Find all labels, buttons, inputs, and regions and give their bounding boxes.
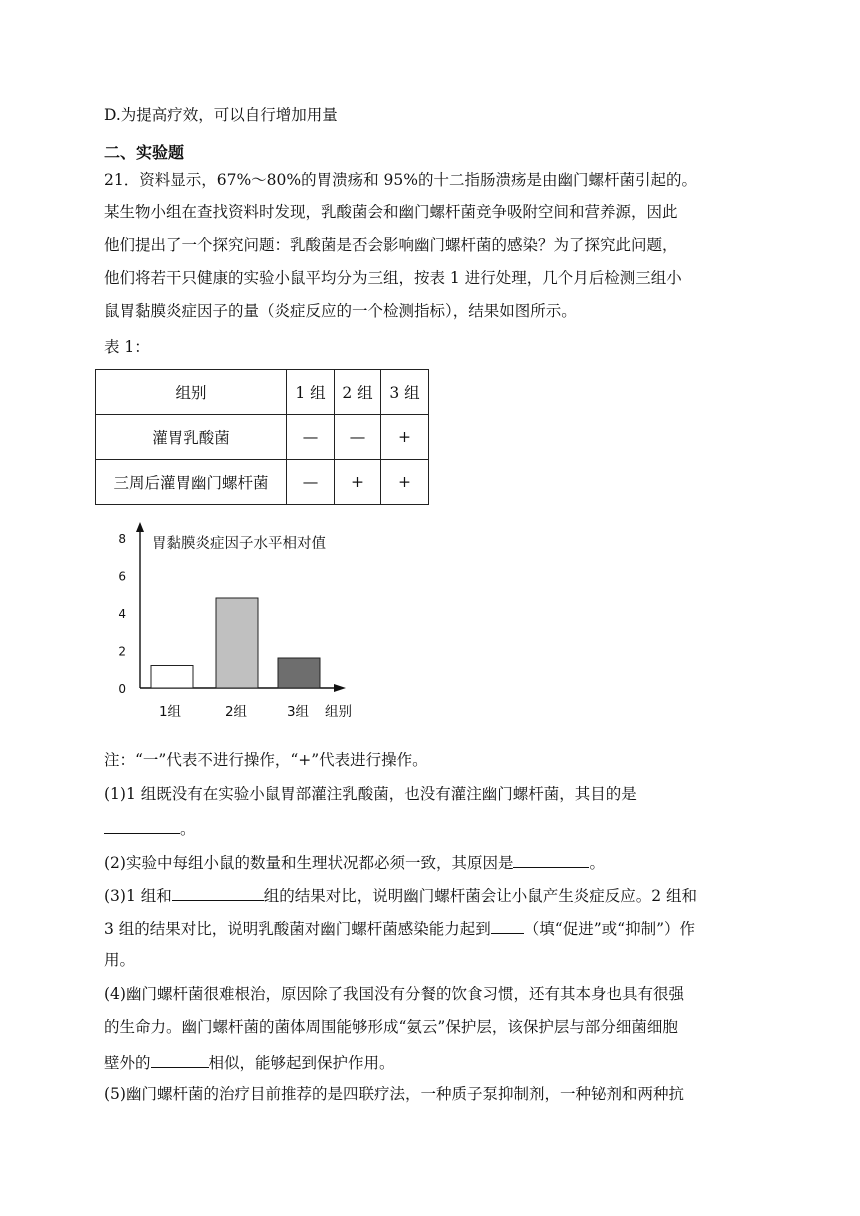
x-tick-label: 3组	[286, 704, 310, 720]
y-tick-label: 2	[118, 644, 126, 659]
y-tick-label: 0	[118, 682, 126, 696]
question-part-3-line-3: 用。	[104, 951, 136, 969]
question-part-3-text-d: （填“促进”或“抑制”）作	[523, 920, 695, 938]
option-d-text: D.为提高疗效，可以自行增加用量	[104, 106, 338, 124]
question-part-4-line-2: 的生命力。幽门螺杆菌的菌体周围能够形成“氨云”保护层，该保护层与部分细菌细胞	[104, 1018, 678, 1036]
question-21-line-2: 某生物小组在查找资料时发现，乳酸菌会和幽门螺杆菌竞争吸附空间和营养源，因此	[104, 203, 678, 221]
chart-title: 胃黏膜炎症因子水平相对值	[152, 536, 326, 552]
question-part-3-text-a: (3)1 组和	[104, 887, 172, 905]
question-part-2-text: (2)实验中每组小鼠的数量和生理状况都必须一致，其原因是	[104, 854, 514, 872]
question-part-3-text-c: 3 组的结果对比，说明乳酸菌对幽门螺杆菌感染能力起到	[104, 920, 491, 938]
y-tick-label: 8	[118, 532, 126, 546]
question-part-4-line-1: (4)幽门螺杆菌很难根治，原因除了我国没有分餐的饮食习惯，还有其本身也具有很强	[104, 985, 684, 1003]
question-part-3-line-2	[104, 916, 764, 940]
table-row	[96, 460, 429, 505]
bar-chart	[108, 520, 368, 730]
y-tick-label: 4	[118, 607, 126, 621]
table-cell: —	[287, 415, 335, 460]
table-caption: 表 1：	[104, 338, 150, 356]
y-axis-arrow	[136, 522, 144, 532]
table-note: 注：“一”代表不进行操作，“+”代表进行操作。	[104, 751, 428, 769]
answer-blank[interactable]	[104, 816, 180, 834]
period-text: 。	[589, 854, 605, 872]
x-axis-label: 组别	[325, 704, 352, 720]
question-part-1-line-1: (1)1 组既没有在实验小鼠胃部灌注乳酸菌，也没有灌注幽门螺杆菌，其目的是	[104, 785, 637, 803]
table-header-cell: 2 组	[335, 370, 381, 415]
question-21-line-1: 21．资料显示，67%～80%的胃溃疡和 95%的十二指肠溃疡是由幽门螺杆菌引起的。	[104, 171, 698, 189]
answer-blank[interactable]	[172, 883, 264, 901]
table-cell: 三周后灌胃幽门螺杆菌	[96, 460, 287, 505]
table-header-row	[96, 370, 429, 415]
table-row	[96, 415, 429, 460]
question-21-line-4: 他们将若干只健康的实验小鼠平均分为三组，按表 1 进行处理，几个月后检测三组小	[104, 269, 682, 287]
bar-2	[216, 598, 258, 688]
question-part-2	[104, 850, 764, 874]
table-cell: —	[287, 460, 335, 505]
table-cell: +	[381, 460, 429, 505]
table-header-cell: 1 组	[287, 370, 335, 415]
answer-blank[interactable]	[491, 916, 524, 934]
question-part-4-text-b: 相似，能够起到保护作用。	[208, 1054, 395, 1072]
table-header-cell: 组别	[96, 370, 287, 415]
treatment-table	[95, 369, 429, 505]
answer-blank[interactable]	[151, 1050, 209, 1068]
section-title: 二、实验题	[104, 143, 185, 162]
table-header-cell: 3 组	[381, 370, 429, 415]
question-21-line-3: 他们提出了一个探究问题：乳酸菌是否会影响幽门螺杆菌的感染？为了探究此问题，	[104, 236, 678, 254]
x-axis-arrow	[334, 684, 346, 692]
question-part-3-line-1	[104, 883, 764, 907]
table-cell: —	[335, 415, 381, 460]
x-tick-label: 1组	[158, 704, 182, 720]
table-cell: 灌胃乳酸菌	[96, 415, 287, 460]
y-tick-label: 6	[118, 569, 126, 584]
question-part-1-line-2	[104, 816, 764, 840]
question-21-line-5: 鼠胃黏膜炎症因子的量（炎症反应的一个检测指标），结果如图所示。	[104, 302, 577, 320]
question-part-4-line-3	[104, 1050, 764, 1074]
question-part-3-text-b: 组的结果对比，说明幽门螺杆菌会让小鼠产生炎症反应。2 组和	[263, 887, 698, 905]
table-cell: +	[381, 415, 429, 460]
table-cell: +	[335, 460, 381, 505]
answer-blank[interactable]	[513, 850, 589, 868]
bar-3	[278, 658, 320, 688]
bar-1	[151, 666, 193, 689]
period-text: 。	[180, 820, 196, 838]
x-tick-label: 2组	[224, 704, 248, 720]
question-part-4-text-a: 壁外的	[104, 1054, 151, 1072]
question-part-5-line-1: (5)幽门螺杆菌的治疗目前推荐的是四联疗法，一种质子泵抑制剂，一种铋剂和两种抗	[104, 1085, 684, 1103]
